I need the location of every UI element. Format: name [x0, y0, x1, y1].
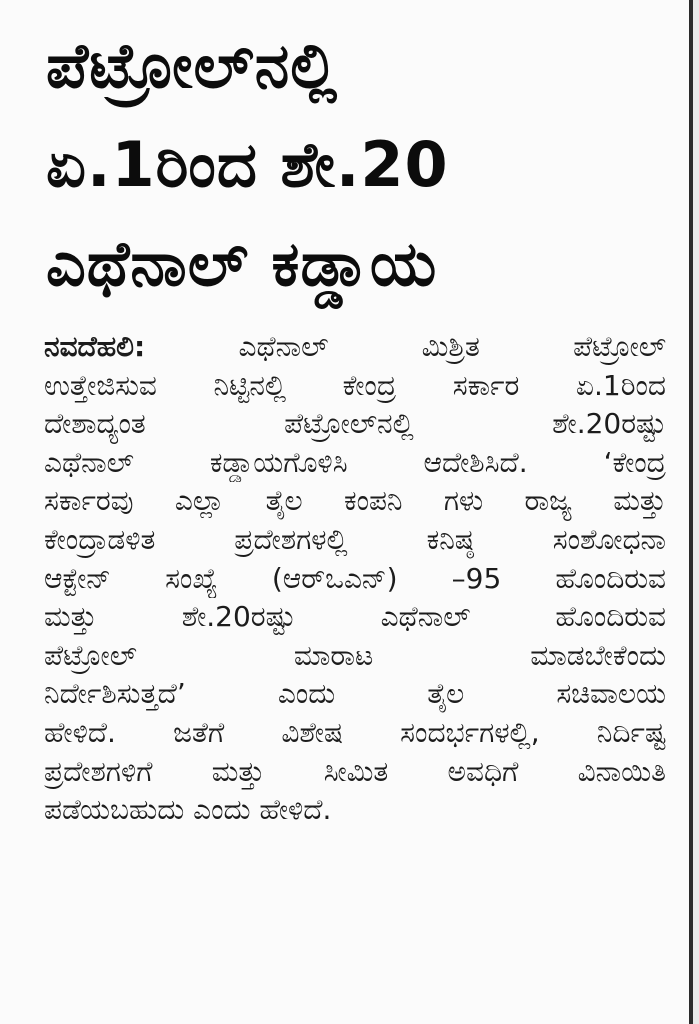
column-rule — [689, 0, 693, 1024]
body-line-3: ದೇಶಾದ್ಯಂತ ಪೆಟ್ರೋಲ್‌ನಲ್ಲಿ ಶೇ.20ರಷ್ಟು — [44, 407, 666, 441]
body-line-6: ಕೇಂದ್ರಾಡಳಿತ ಪ್ರದೇಶಗಳಲ್ಲಿ ಕನಿಷ್ಠ ಸಂಶೋಧನಾ — [44, 522, 666, 556]
body-line-7: ಆಕ್ಟೇನ್ ಸಂಖ್ಯೆ (ಆರ್‌ಒಎನ್) –95 ಹೊಂದಿರುವ — [44, 561, 666, 595]
body-line-13: ಪಡೆಯಬಹುದು ಎಂದು ಹೇಳಿದೆ. — [44, 793, 332, 827]
headline-line-1: ಪೆಟ್ರೋಲ್‌ನಲ್ಲಿ — [46, 29, 339, 102]
body-line-10: ನಿರ್ದೇಶಿಸುತ್ತದೆ’ ಎಂದು ತೈಲ ಸಚಿವಾಲಯ — [44, 677, 666, 711]
article-body — [44, 328, 666, 830]
dateline: ನವದೆಹಲಿ: — [44, 330, 146, 363]
page-edge-shade — [693, 0, 699, 1024]
body-line-11: ಹೇಳಿದೆ. ಜತೆಗೆ ವಿಶೇಷ ಸಂದರ್ಭಗಳಲ್ಲಿ, ನಿರ್ದಿಷ್ಟ — [44, 715, 666, 749]
headline-line-3: ಎಥೆನಾಲ್ ಕಡ್ಡಾಯ — [46, 227, 438, 300]
headline-line-2: ಏ.1ರಿಂದ ಶೇ.20 — [46, 128, 449, 201]
body-line-2: ಉತ್ತೇಜಿಸುವ ನಿಟ್ಟಿನಲ್ಲಿ ಕೇಂದ್ರ ಸರ್ಕಾರ ಏ.1ರಿಂದ — [44, 368, 666, 402]
body-line-1 — [44, 328, 666, 367]
headline — [46, 16, 646, 313]
body-line-5: ಸರ್ಕಾರವು ಎಲ್ಲಾ ತೈಲ ಕಂಪನಿ ಗಳು ರಾಜ್ಯ ಮತ್ತು — [44, 484, 666, 518]
body-line-4: ಎಥೆನಾಲ್ ಕಡ್ಡಾಯಗೊಳಿಸಿ ಆದೇಶಿಸಿದೆ. ‘ಕೇಂದ್ರ — [44, 445, 666, 479]
body-line-8: ಮತ್ತು ಶೇ.20ರಷ್ಟು ಎಥೆನಾಲ್ ಹೊಂದಿರುವ — [44, 600, 666, 634]
body-line-1-text: ಎಥೆನಾಲ್ ಮಿಶ್ರಿತ ಪೆಟ್ರೋಲ್ — [238, 330, 666, 363]
body-line-9: ಪೆಟ್ರೋಲ್ ಮಾರಾಟ ಮಾಡಬೇಕೆಂದು — [44, 638, 666, 672]
body-line-12: ಪ್ರದೇಶಗಳಿಗೆ ಮತ್ತು ಸೀಮಿತ ಅವಧಿಗೆ ವಿನಾಯಿತಿ — [44, 754, 666, 788]
